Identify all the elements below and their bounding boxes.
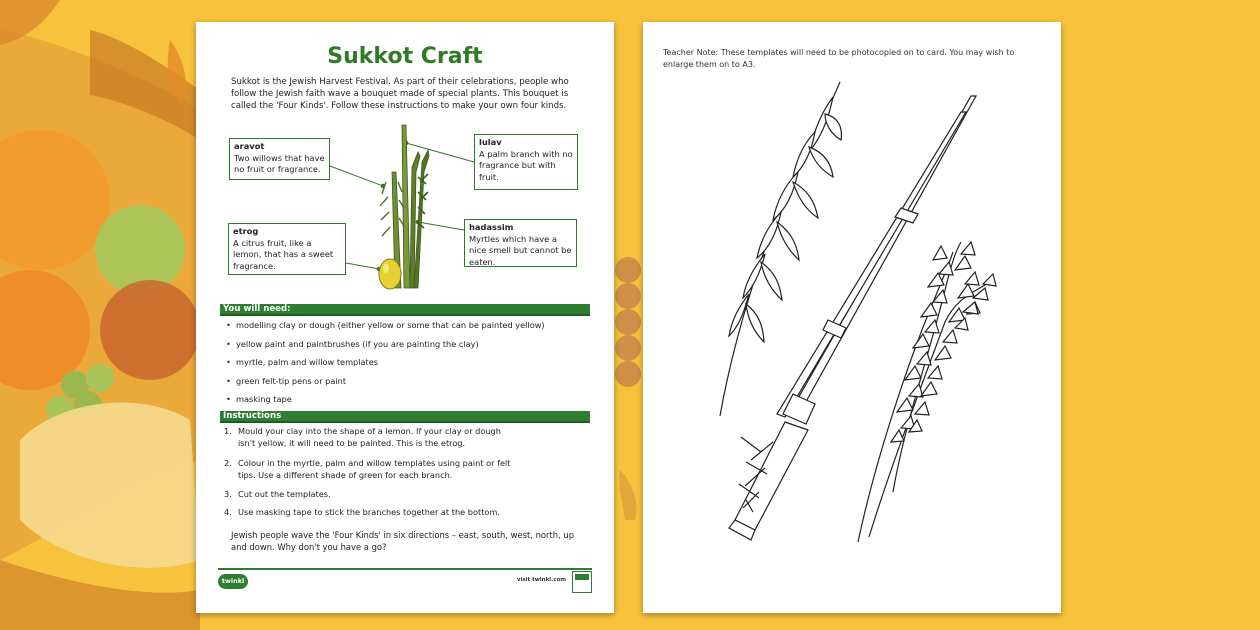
- instruction-step: [224, 489, 524, 501]
- step-text: Cut out the templates.: [238, 489, 331, 499]
- templates-page: [643, 22, 1061, 613]
- label-aravot: [229, 138, 330, 180]
- step-text: Use masking tape to stick the branches together at the bottom.: [238, 507, 500, 517]
- list-item: • green felt-tip pens or paint: [226, 376, 586, 395]
- craft-instructions-page: [196, 22, 614, 613]
- palm-template-drawing: [729, 96, 976, 540]
- branch-templates: [643, 22, 1061, 613]
- etrog-drawing: [379, 259, 401, 289]
- label-etrog: [228, 223, 346, 275]
- step-number: 1.: [224, 426, 232, 436]
- closing-paragraph: Jewish people wave the 'Four Kinds' in six directions – east, south, west, north, up and down. Why don't you have a go?: [231, 530, 575, 552]
- step-number: 3.: [224, 489, 232, 499]
- instruction-step: [224, 458, 514, 481]
- label-aravot-name: aravot: [234, 141, 265, 151]
- list-item: • modelling clay or dough (either yellow or some that can be painted yellow): [226, 320, 586, 339]
- step-text: Colour in the myrtle, palm and willow templates using paint or felt tips. Use a different shade of green for each branch.: [238, 458, 511, 480]
- twinkl-logo: twinkl: [218, 574, 248, 589]
- step-number: 2.: [224, 458, 232, 468]
- page-title: Sukkot Craft: [327, 44, 483, 69]
- label-hadassim: [464, 219, 577, 267]
- grapes-illustration-middle: [615, 257, 641, 520]
- teacher-note: Teacher Note: These templates will need to be photocopied on to card. You may wish to enlarge them on to A3.: [663, 48, 1015, 69]
- footer-divider: [218, 568, 592, 570]
- list-item: • myrtle, palm and willow templates: [226, 357, 586, 376]
- cornucopia-illustration-left: [0, 0, 200, 630]
- intro-paragraph: Sukkot is the Jewish Harvest Festival. As part of their celebrations, people who follow the Jewish faith wave a bouquet made of special plants. This bouquet is called the 'Four Kinds'. Follow these instructions to make your own four kinds.: [231, 77, 569, 111]
- quality-badge-icon: [572, 571, 592, 593]
- label-etrog-desc: A citrus fruit, like a lemon, that has a sweet fragrance.: [233, 237, 334, 271]
- materials-list: [226, 320, 586, 413]
- instruction-step: [224, 507, 524, 519]
- list-item: • yellow paint and paintbrushes (if you are painting the clay): [226, 339, 586, 358]
- label-etrog-name: etrog: [233, 226, 259, 236]
- footer-link[interactable]: visit twinkl.com: [516, 577, 566, 583]
- label-lulav-desc: A palm branch with no fragrance but with fruit.: [479, 148, 573, 182]
- label-hadassim-desc: Myrtles which have a nice smell but cannot be eaten.: [469, 233, 572, 267]
- step-number: 4.: [224, 507, 232, 517]
- label-aravot-desc: Two willows that have no fruit or fragrance.: [234, 152, 325, 174]
- myrtle-template-drawing: [858, 242, 996, 542]
- list-item: • masking tape: [226, 394, 586, 413]
- you-will-need-heading: You will need:: [220, 304, 590, 316]
- label-lulav-name: lulav: [479, 137, 502, 147]
- step-text: Mould your clay into the shape of a lemon. If your clay or dough isn't yellow, it will need to be painted. This is the etrog.: [238, 426, 501, 448]
- instruction-step: [224, 426, 514, 449]
- label-lulav: [474, 134, 578, 190]
- instructions-heading: Instructions: [220, 411, 590, 423]
- label-hadassim-name: hadassim: [469, 222, 514, 232]
